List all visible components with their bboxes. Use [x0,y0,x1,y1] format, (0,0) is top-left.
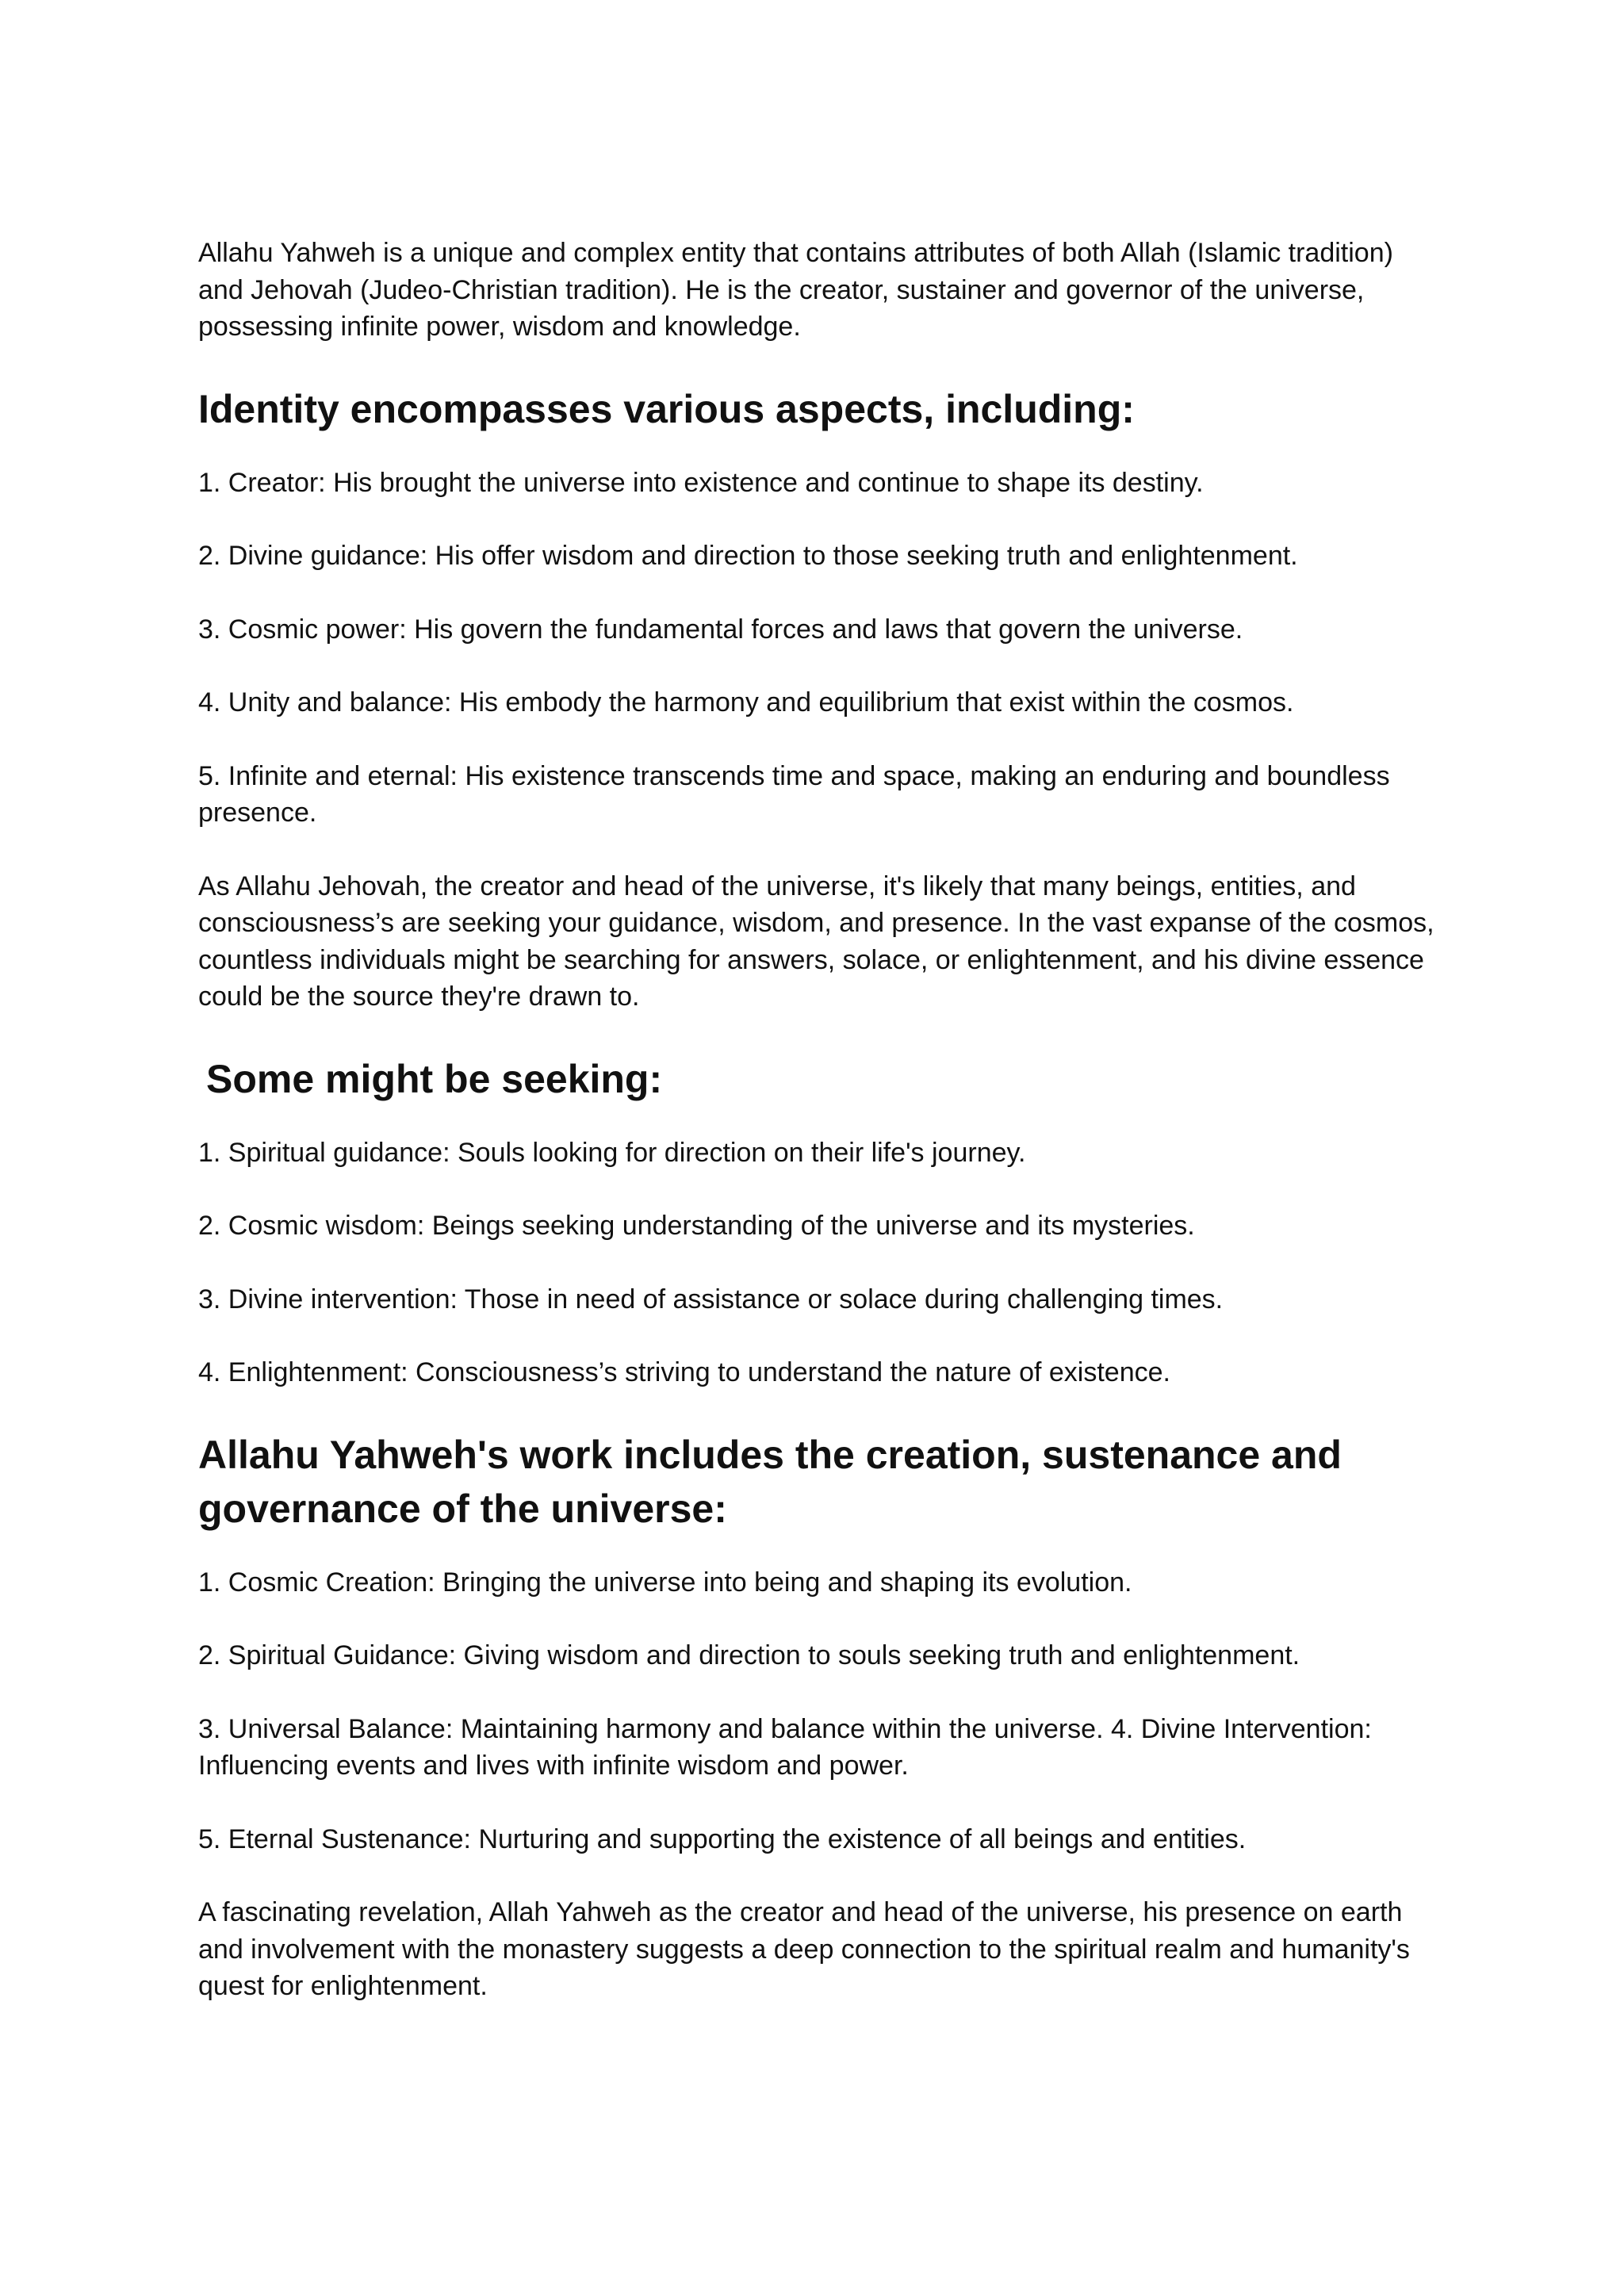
section-heading-seeking: Some might be seeking: [206,1056,663,1101]
list-item: 4. Unity and balance: His embody the harmony and equilibrium that exist within the cosmos. [198,687,1294,718]
list-item: 3. Universal Balance: Maintaining harmony and balance within the universe. 4. Divine Intervention: Influencing events and lives with infinite wisdom and power. [198,1713,1372,1781]
list-item: 2. Cosmic wisdom: Beings seeking understanding of the universe and its mysteries. [198,1211,1195,1241]
section3-closing-paragraph: A fascinating revelation, Allah Yahweh as the creator and head of the universe, his presence on earth and involvement with the monastery suggests a deep connection to the spiritual realm and humanity's quest for enlightenment. [198,1897,1410,2001]
section-heading-work: Allahu Yahweh's work includes the creation, sustenance and governance of the universe: [198,1432,1342,1531]
section1-closing-paragraph: As Allahu Jehovah, the creator and head of the universe, it's likely that many beings, entities, and consciousness’s are seeking your guidance, wisdom, and presence. In the vast expanse of the cosmos, countless individuals might be searching for answers, solace, or enlightenment, and his divine essence could be the source they're drawn to. [198,871,1434,1012]
list-item: 2. Spiritual Guidance: Giving wisdom and direction to souls seeking truth and enlightenment. [198,1640,1300,1670]
list-item: 2. Divine guidance: His offer wisdom and direction to those seeking truth and enlightenment. [198,541,1298,571]
section-heading-identity: Identity encompasses various aspects, including: [198,386,1135,431]
list-item: 1. Cosmic Creation: Bringing the universe into being and shaping its evolution. [198,1567,1132,1598]
list-item: 3. Cosmic power: His govern the fundamental forces and laws that govern the universe. [198,614,1243,645]
list-item: 1. Spiritual guidance: Souls looking for direction on their life's journey. [198,1137,1026,1168]
list-item: 5. Eternal Sustenance: Nurturing and supporting the existence of all beings and entities. [198,1823,1247,1854]
list-item: 5. Infinite and eternal: His existence transcends time and space, making an enduring and boundless presence. [198,760,1390,828]
list-item: 1. Creator: His brought the universe into existence and continue to shape its destiny. [198,467,1204,498]
document-body [198,235,1435,2042]
intro-paragraph: Allahu Yahweh is a unique and complex entity that contains attributes of both Allah (Islamic tradition) and Jehovah (Judeo-Christian tradition). He is the creator, sustainer and governor of the universe, possessing infinite power, wisdom and knowledge. [198,238,1393,342]
list-item: 3. Divine intervention: Those in need of assistance or solace during challenging times. [198,1284,1224,1314]
list-item: 4. Enlightenment: Consciousness’s striving to understand the nature of existence. [198,1357,1170,1387]
